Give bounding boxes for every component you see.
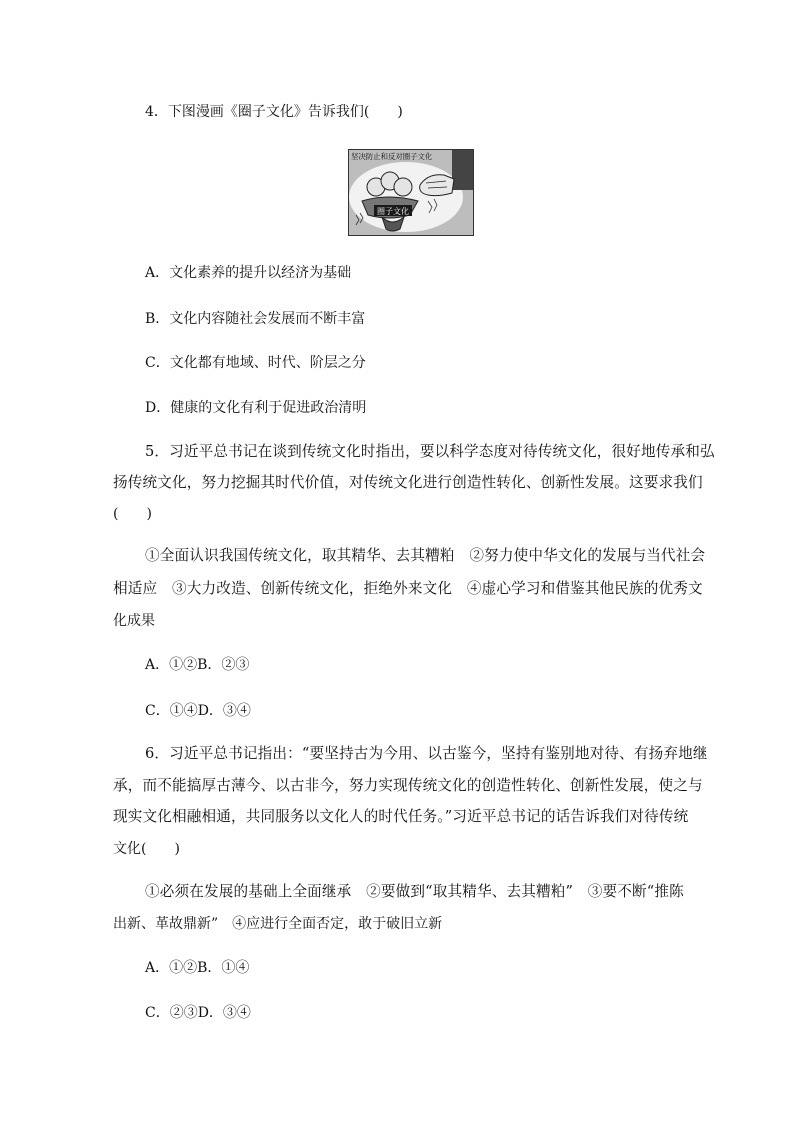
pot-label: 圈子文化 [377, 207, 409, 216]
q6-options-ab: A．①②B．①④ [145, 960, 250, 976]
q6-options-cd: C．②③D．③④ [145, 1005, 251, 1021]
q6-statement-line-1: ①必须在发展的基础上全面继承 ②要做到“取其精华、去其糟粕” ③要不断“推陈 [145, 883, 684, 900]
q5-stem-line-1: 5．习近平总书记在谈到传统文化时指出，要以科学态度对待传统文化，很好地传承和弘 [145, 443, 715, 460]
q4-option-c: C．文化都有地域、时代、阶层之分 [145, 355, 366, 371]
q5-stem-line-3: ( ) [113, 506, 152, 522]
q6-statement-line-2: 出新、革故鼎新” ④应进行全面否定，敢于破旧立新 [113, 916, 443, 932]
q4-option-d: D．健康的文化有利于促进政治清明 [145, 400, 367, 416]
circle-culture-cartoon [348, 149, 474, 236]
q4-option-a: A．文化素养的提升以经济为基础 [145, 265, 352, 281]
q6-stem-line-1: 6．习近平总书记指出：“要坚持古为今用、以古鉴今，坚持有鉴别地对待、有扬弃地继 [145, 745, 708, 762]
cartoon-caption: 坚决防止和反对圈子文化 [351, 152, 433, 161]
q5-options-cd: C．①④D．③④ [145, 703, 251, 719]
q4-stem: 4．下图漫画《圈子文化》告诉我们( ) [145, 104, 403, 120]
q5-statement-line-3: 化成果 [113, 613, 155, 629]
q6-stem-line-3: 现实文化相融相通，共同服务以文化人的时代任务。”习近平总书记的话告诉我们对待传统 [113, 808, 689, 825]
q5-stem-line-2: 扬传统文化，努力挖掘其时代价值，对传统文化进行创造性转化、创新性发展。这要求我们 [113, 474, 703, 491]
q6-stem-line-4: 文化( ) [113, 841, 180, 857]
q5-statement-line-2: 相适应 ③大力改造、创新传统文化，拒绝外来文化 ④虚心学习和借鉴其他民族的优秀文 [113, 580, 703, 597]
q5-statement-line-1: ①全面认识我国传统文化，取其精华、去其糟粕 ②努力使中华文化的发展与当代社会 [145, 547, 706, 564]
q5-options-ab: A．①②B．②③ [145, 657, 250, 673]
q4-option-b: B．文化内容随社会发展而不断丰富 [145, 311, 366, 327]
q6-stem-line-2: 承，而不能搞厚古薄今、以古非今，努力实现传统文化的创造性转化、创新性发展，使之与 [113, 777, 703, 794]
